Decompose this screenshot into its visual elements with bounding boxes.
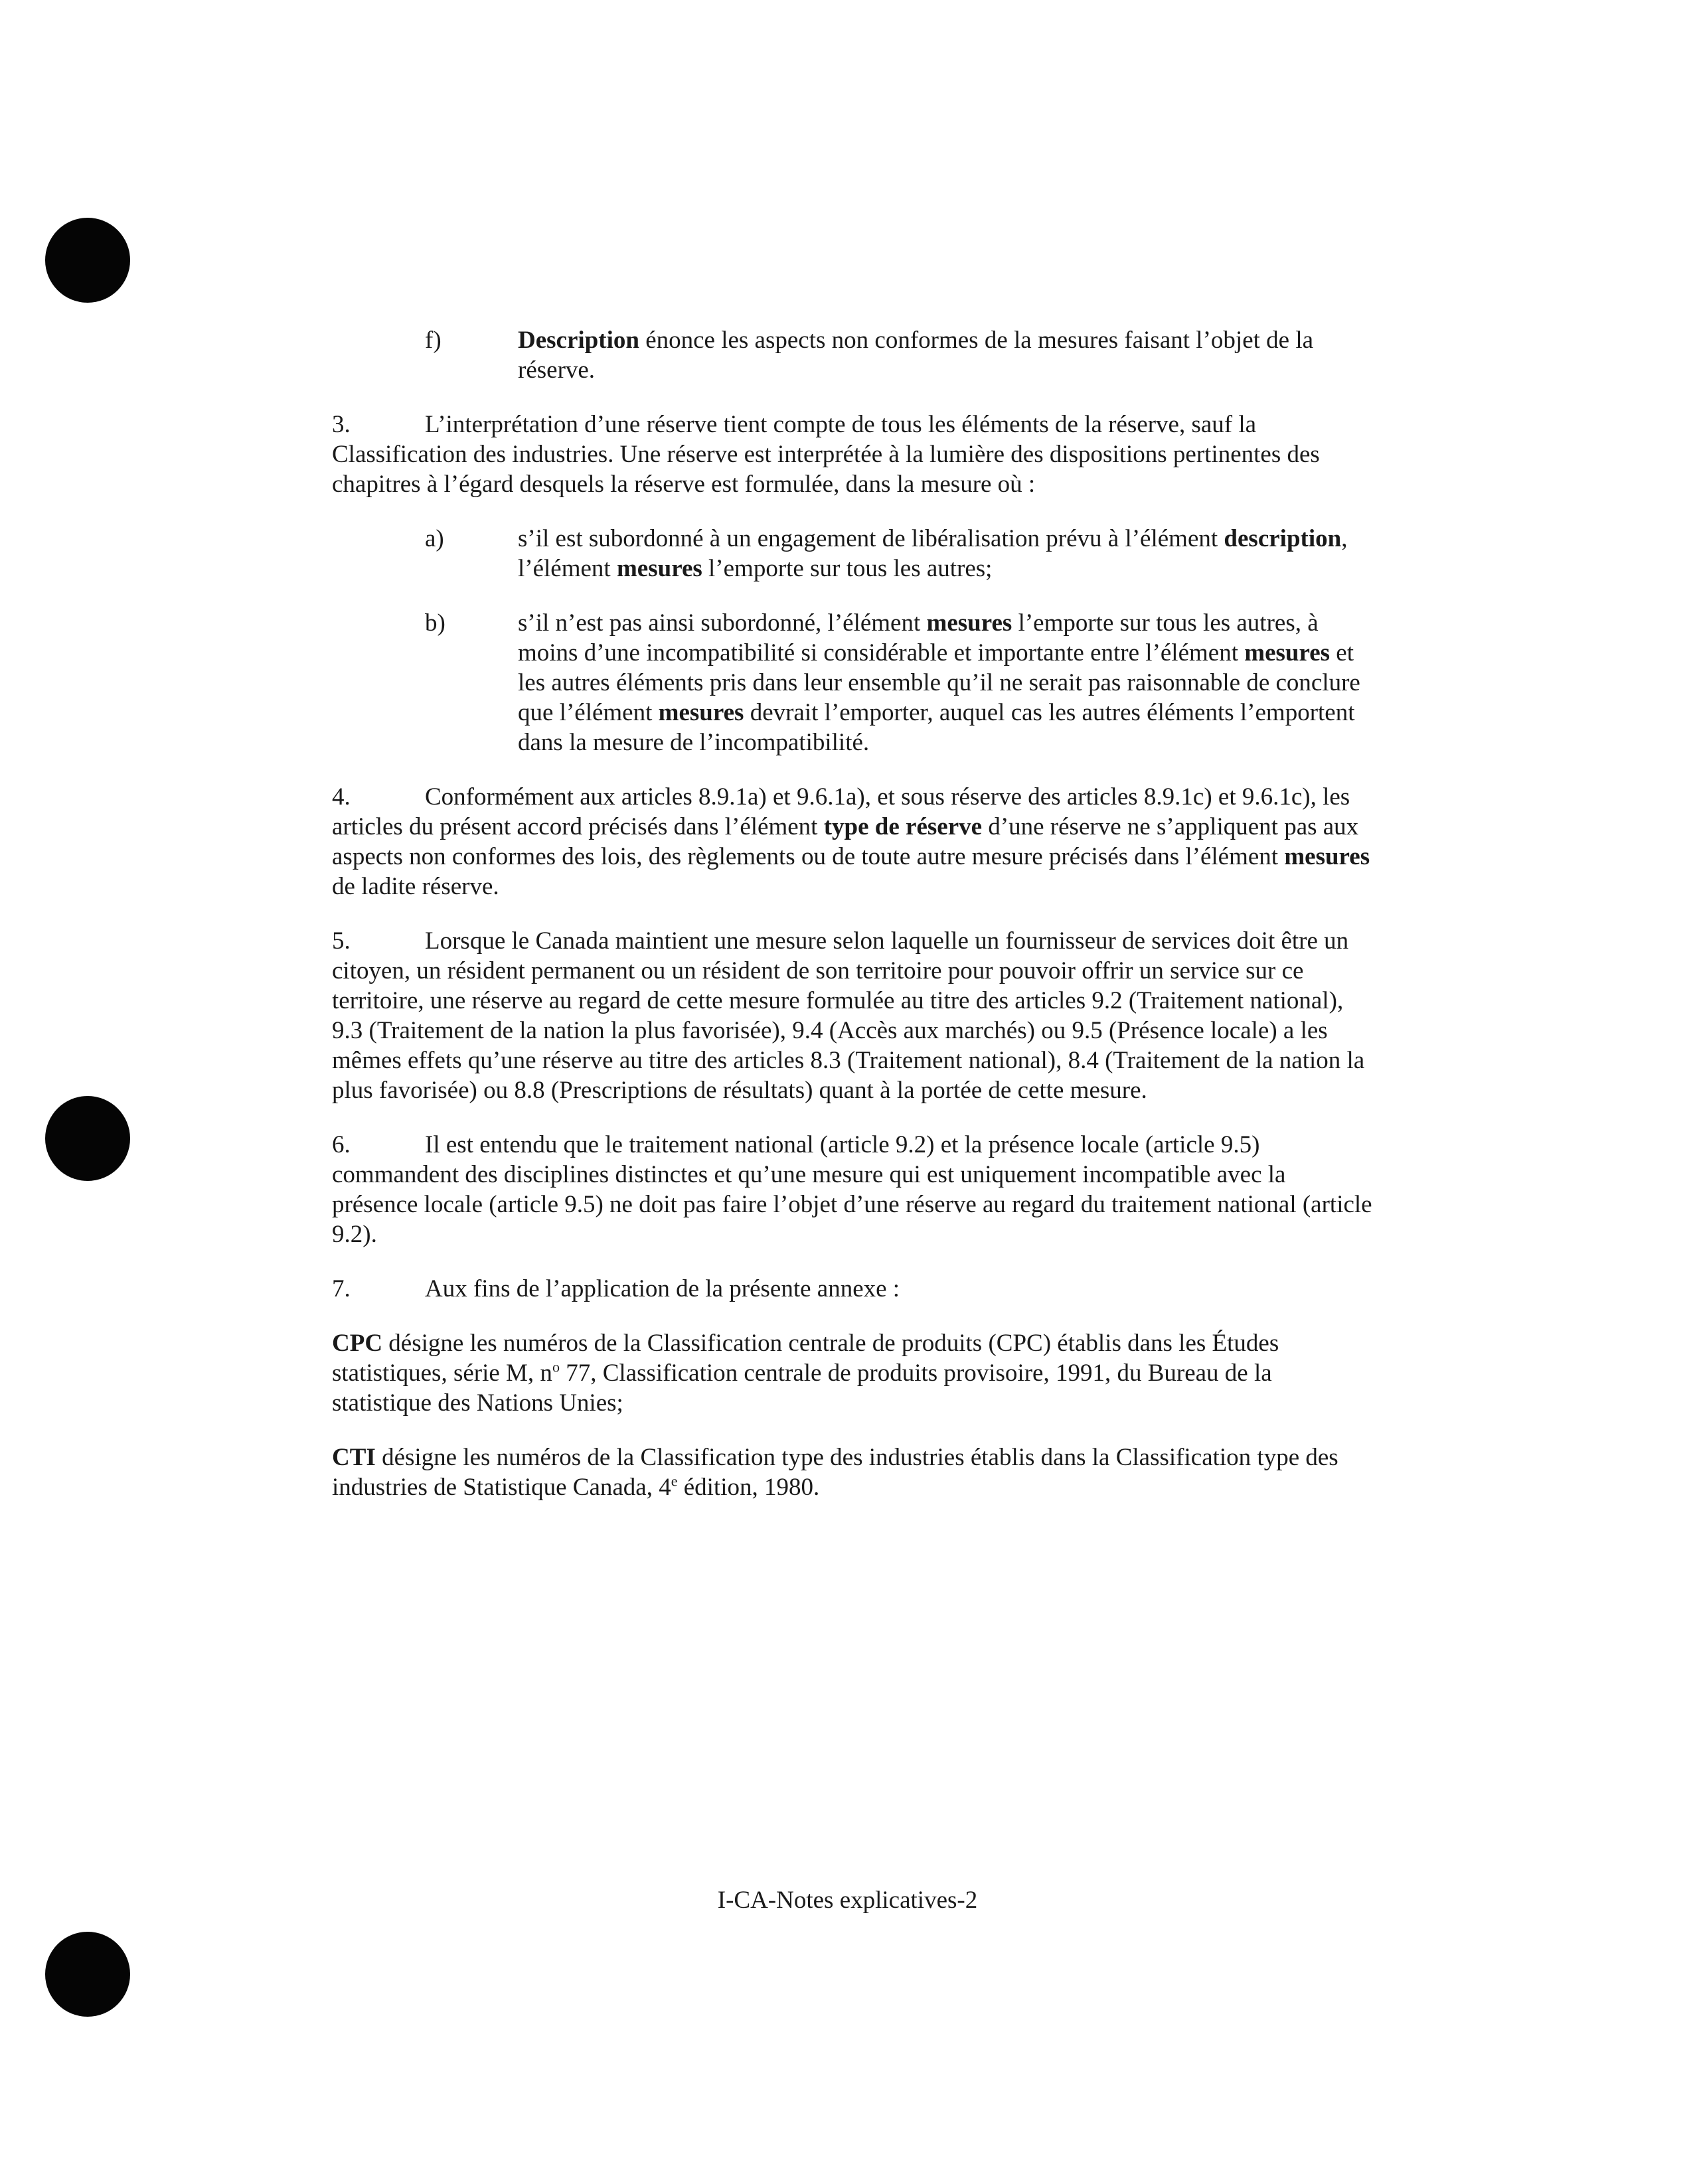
paragraph-text: L’interprétation d’une réserve tient compte de tous les éléments de la réserve, sauf la Classification des industries. Une réserve est interprétée à la lumière des dispositions pertinentes des chapitres à l’égard desquels la réserve est formulée, dans la mesure où : bbox=[332, 411, 1320, 498]
term-bold: Description bbox=[518, 327, 639, 354]
paragraph-4: 4. Conformément aux articles 8.9.1a) et 9.6.1a), et sous réserve des articles 8.9.1c) et 9.6.1c), les articles du présent accord précisés dans l’élément type de réserve d’une réserve ne s’appliquent pas aux aspects non conformes des lois, des règlements ou de toute autre mesure précisés dans l’élément mesures de ladite réserve. bbox=[332, 783, 1370, 900]
list-item-a bbox=[332, 524, 1374, 584]
item-label: f) bbox=[425, 327, 442, 354]
page-footer: I-CA-Notes explicatives-2 bbox=[717, 1887, 978, 1914]
paragraph-number: 3. bbox=[332, 411, 351, 438]
paragraph-text: Aux fins de l’application de la présente annexe : bbox=[425, 1275, 900, 1302]
item-text: Description énonce les aspects non conformes de la mesures faisant l’objet de la réserve. bbox=[518, 327, 1314, 384]
paragraph-number: 4. bbox=[332, 783, 351, 811]
item-text: s’il n’est pas ainsi subordonné, l’élément mesures l’emporte sur tous les autres, à moins d’une incompatibilité si considérable et importante entre l’élément mesures et les autres éléments pris dans leur ensemble qu’il ne serait pas raisonnable de conclure que l’élément mesures devrait l’emporter, auquel cas les autres éléments l’emportent dans la mesure de l’incompatibilité. bbox=[518, 609, 1360, 756]
list-item-f bbox=[332, 325, 1374, 385]
paragraph-5 bbox=[332, 926, 1374, 1105]
definition-term: CPC bbox=[332, 1330, 383, 1357]
document-body bbox=[332, 325, 1374, 1527]
item-label: a) bbox=[425, 525, 444, 552]
item-label: b) bbox=[425, 609, 445, 637]
paragraph-number: 5. bbox=[332, 927, 351, 955]
list-item-b bbox=[332, 608, 1374, 757]
paragraph-number: 6. bbox=[332, 1131, 351, 1158]
paragraph-7 bbox=[332, 1274, 1374, 1304]
binder-hole-bottom bbox=[45, 1932, 130, 2017]
item-text: s’il est subordonné à un engagement de libéralisation prévu à l’élément description, l’élément mesures l’emporte sur tous les autres; bbox=[518, 525, 1348, 582]
paragraph-6 bbox=[332, 1130, 1374, 1249]
definition-term: CTI bbox=[332, 1444, 376, 1471]
definition-cti: CTI désigne les numéros de la Classification type des industries établis dans la Classification type des industries de Statistique Canada, 4e édition, 1980. bbox=[332, 1444, 1338, 1501]
paragraph-text: Lorsque le Canada maintient une mesure selon laquelle un fournisseur de services doit être un citoyen, un résident permanent ou un résident de son territoire pour pouvoir offrir un service sur ce territoire, une réserve au regard de cette mesure formulée au titre des articles 9.2 (Traitement national), 9.3 (Traitement de la nation la plus favorisée), 9.4 (Accès aux marchés) ou 9.5 (Présence locale) a les mêmes effets qu’une réserve au titre des articles 8.3 (Traitement national), 8.4 (Traitement de la nation la plus favorisée) ou 8.8 (Prescriptions de résultats) quant à la portée de cette mesure. bbox=[332, 927, 1365, 1104]
paragraph-number: 7. bbox=[332, 1275, 351, 1302]
binder-hole-top bbox=[45, 218, 130, 303]
paragraph-3 bbox=[332, 410, 1374, 499]
binder-hole-middle bbox=[45, 1096, 130, 1181]
definition-cpc: CPC désigne les numéros de la Classification centrale de produits (CPC) établis dans les Études statistiques, série M, $n^o$ 77, Classification centrale de produits provisoire, 1991, du Bureau de la statistique des Nations Unies; bbox=[332, 1330, 1279, 1417]
paragraph-text: Il est entendu que le traitement national (article 9.2) et la présence locale (article 9.5) commandent des disciplines distinctes et qu’une mesure qui est uniquement incompatible avec la présence locale (article 9.5) ne doit pas faire l’objet d’une réserve au regard du traitement national (article 9.2). bbox=[332, 1131, 1372, 1248]
